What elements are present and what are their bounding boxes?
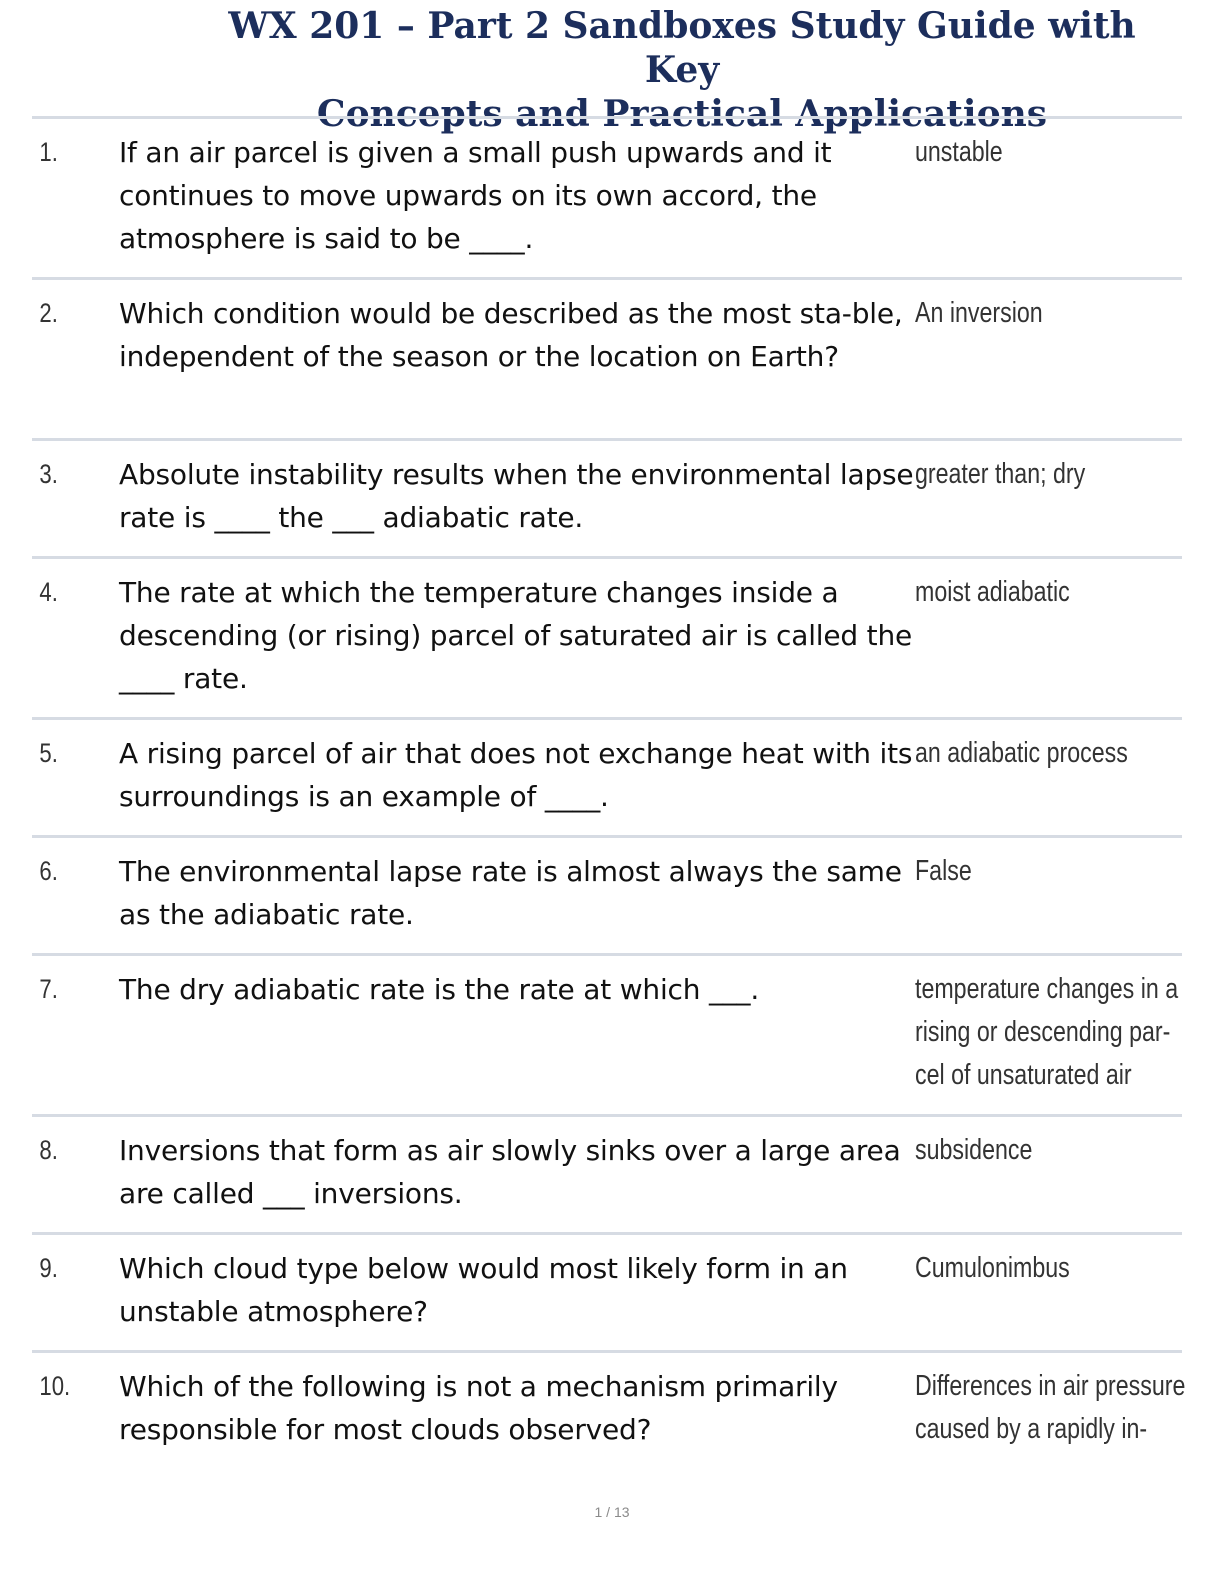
answer-line: temperature changes in a — [915, 973, 1179, 1005]
question-number: 3. — [39, 459, 58, 489]
table-row — [32, 1117, 1182, 1235]
answer-line: rising or descending par- — [915, 1016, 1171, 1048]
question-text: If an air parcel is given a small push upwards and it continues to move upwards on its own accord, the atmosphere is said to be ____. — [119, 136, 832, 255]
table-row — [32, 441, 1182, 559]
table-row — [32, 280, 1182, 441]
question-text: Absolute instability results when the environmental lapse rate is ____ the ___ adiabatic rate. — [119, 458, 914, 534]
page-indicator: 1 / 13 — [594, 1504, 630, 1520]
answer-line: False — [915, 855, 972, 887]
table-row — [32, 559, 1182, 720]
answer-line: Cumulonimbus — [915, 1252, 1070, 1284]
answer-text — [915, 732, 1177, 775]
question-text: Which condition would be described as the most sta-ble, independent of the season or the location on Earth? — [119, 297, 903, 373]
answer-text — [915, 453, 1177, 496]
answer-text — [915, 1247, 1177, 1290]
answer-line: An inversion — [915, 297, 1043, 329]
answer-text — [915, 292, 1177, 335]
question-number: 4. — [39, 577, 58, 607]
table-row — [32, 1235, 1182, 1353]
answer-line: an adiabatic process — [915, 737, 1128, 769]
question-number: 5. — [39, 738, 58, 768]
question-text: The environmental lapse rate is almost always the same as the adiabatic rate. — [119, 855, 902, 931]
question-number: 1. — [39, 137, 58, 167]
question-text: Which cloud type below would most likely form in an unstable atmosphere? — [119, 1252, 848, 1328]
answer-line: unstable — [915, 136, 1003, 168]
table-row — [32, 720, 1182, 838]
question-text: Inversions that form as air slowly sinks over a large area are called ___ inversions. — [119, 1134, 901, 1210]
answer-line: subsidence — [915, 1134, 1033, 1166]
question-text: The dry adiabatic rate is the rate at which ___. — [119, 973, 760, 1006]
answer-text — [915, 968, 1177, 1097]
table-row — [32, 119, 1182, 280]
question-number: 2. — [39, 298, 58, 328]
title-line-1: WX 201 – Part 2 Sandboxes Study Guide with Key — [228, 5, 1136, 91]
table-row — [32, 838, 1182, 956]
question-text: A rising parcel of air that does not exchange heat with its surroundings is an example of ____. — [119, 737, 913, 813]
table-row — [32, 1353, 1186, 1483]
question-number: 10. — [39, 1371, 71, 1401]
answer-line: moist adiabatic — [915, 576, 1070, 608]
answer-text — [915, 571, 1177, 614]
question-number: 8. — [39, 1135, 58, 1165]
answer-line: caused by a rapidly in- — [915, 1413, 1148, 1445]
answer-text — [915, 1365, 1186, 1451]
answer-text — [915, 1129, 1177, 1172]
answer-line: greater than; dry — [915, 458, 1086, 490]
question-number: 7. — [39, 974, 58, 1004]
question-text: The rate at which the temperature changes inside a descending (or rising) parcel of saturated air is called the ____ rate. — [119, 576, 913, 695]
question-text: Which of the following is not a mechanism primarily responsible for most clouds observed? — [119, 1370, 838, 1446]
question-number: 6. — [39, 856, 58, 886]
question-number: 9. — [39, 1253, 58, 1283]
title-line-2: Concepts and Practical Applications — [316, 93, 1048, 135]
answer-line: Differences in air pressure — [915, 1370, 1186, 1402]
answer-line: cel of unsaturated air — [915, 1059, 1132, 1091]
table-row — [32, 956, 1182, 1117]
question-answer-table — [32, 116, 1186, 1483]
answer-text — [915, 131, 1177, 174]
answer-text — [915, 850, 1177, 893]
